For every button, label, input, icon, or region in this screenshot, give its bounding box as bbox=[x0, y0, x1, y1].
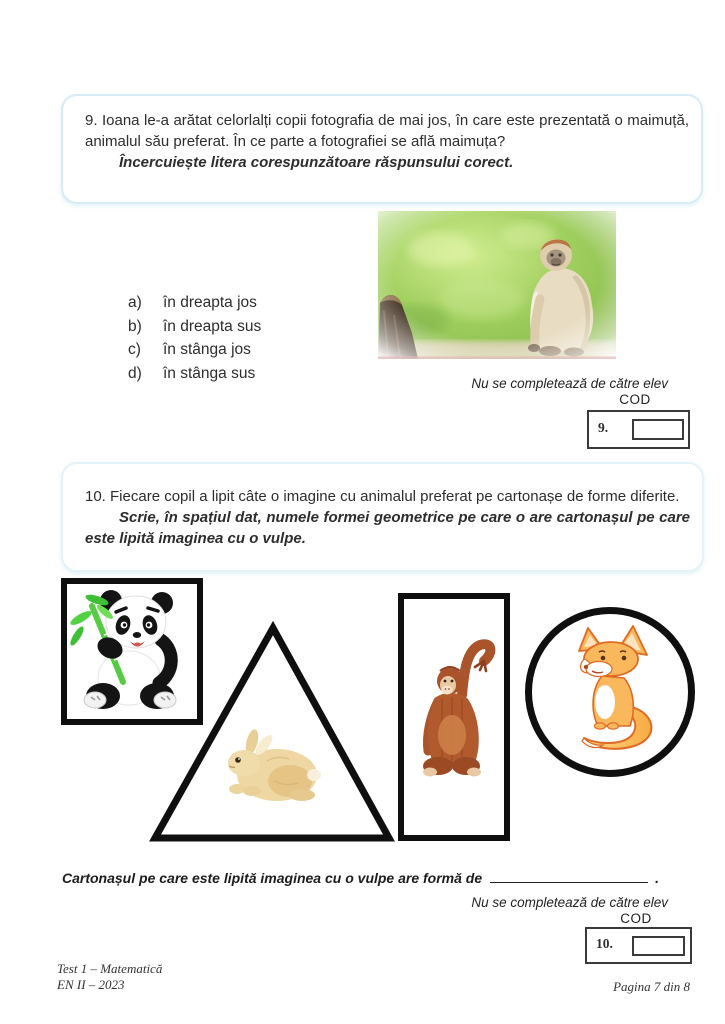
option-a-label: în dreapta jos bbox=[163, 294, 257, 311]
card-circle bbox=[525, 607, 695, 777]
question-10-box bbox=[61, 462, 704, 572]
option-c-letter: c) bbox=[128, 341, 141, 358]
question-10-prompt: 10. Fiecare copil a lipit câte o imagine cu animalul preferat pe cartonașe de forme diferite. bbox=[85, 488, 680, 505]
cod-box-10-item: 10. bbox=[596, 936, 613, 951]
question-9-instruction: Încercuiește litera corespunzătoare răspunsului corect. bbox=[119, 154, 514, 171]
option-c[interactable] bbox=[128, 338, 261, 362]
cod-label-10: COD bbox=[620, 911, 652, 926]
option-d-letter: d) bbox=[128, 364, 142, 382]
footer-page-number: Pagina 7 din 8 bbox=[613, 979, 690, 994]
option-d[interactable] bbox=[128, 362, 261, 386]
option-b-label: în dreapta sus bbox=[163, 317, 262, 335]
cod-box-9-field bbox=[632, 419, 684, 440]
answer-blank[interactable] bbox=[490, 869, 648, 883]
fox-illustration bbox=[532, 614, 688, 770]
answer-options bbox=[128, 291, 261, 385]
not-filled-by-student-note-9: Nu se completează de către elev bbox=[471, 376, 668, 391]
answer-sentence-suffix: . bbox=[655, 870, 660, 886]
cod-box-9 bbox=[587, 410, 690, 449]
footer-test-name: Test 1 – Matematică bbox=[57, 961, 163, 976]
option-c-label: în stânga jos bbox=[163, 341, 251, 358]
footer-test-info bbox=[57, 961, 162, 993]
cod-box-10 bbox=[585, 927, 692, 964]
answer-sentence-prefix: Cartonașul pe care este lipită imaginea cu o vulpe are formă de bbox=[62, 870, 483, 886]
orangutan-illustration bbox=[404, 599, 504, 835]
answer-sentence bbox=[62, 869, 707, 886]
option-b[interactable] bbox=[128, 315, 261, 339]
option-a[interactable] bbox=[128, 291, 261, 315]
monkey-photo-illustration bbox=[378, 211, 616, 359]
cod-box-9-item: 9. bbox=[598, 420, 609, 435]
option-d-label: în stânga sus bbox=[163, 364, 256, 382]
option-b-letter: b) bbox=[128, 317, 142, 335]
cod-box-10-field bbox=[632, 936, 685, 956]
monkey-photo bbox=[378, 211, 616, 359]
question-10-instruction: Scrie, în spațiul dat, numele formei geometrice pe care o are cartonașul pe care este lipită imaginea cu o vulpe. bbox=[85, 509, 690, 547]
option-a-letter: a) bbox=[128, 294, 142, 311]
cod-label-9: COD bbox=[619, 392, 651, 407]
question-9-prompt: 9. Ioana le-a arătat celorlalți copii fotografia de mai jos, în care este prezentată o maimuță, animalul său preferat. În ce parte a fotografiei se află maimuța? bbox=[85, 112, 689, 150]
question-9-box bbox=[61, 94, 703, 204]
card-rectangle bbox=[398, 593, 510, 841]
card-triangle bbox=[148, 621, 396, 845]
not-filled-by-student-note-10: Nu se completează de către elev bbox=[471, 895, 668, 910]
footer-edition: EN II – 2023 bbox=[57, 977, 125, 992]
